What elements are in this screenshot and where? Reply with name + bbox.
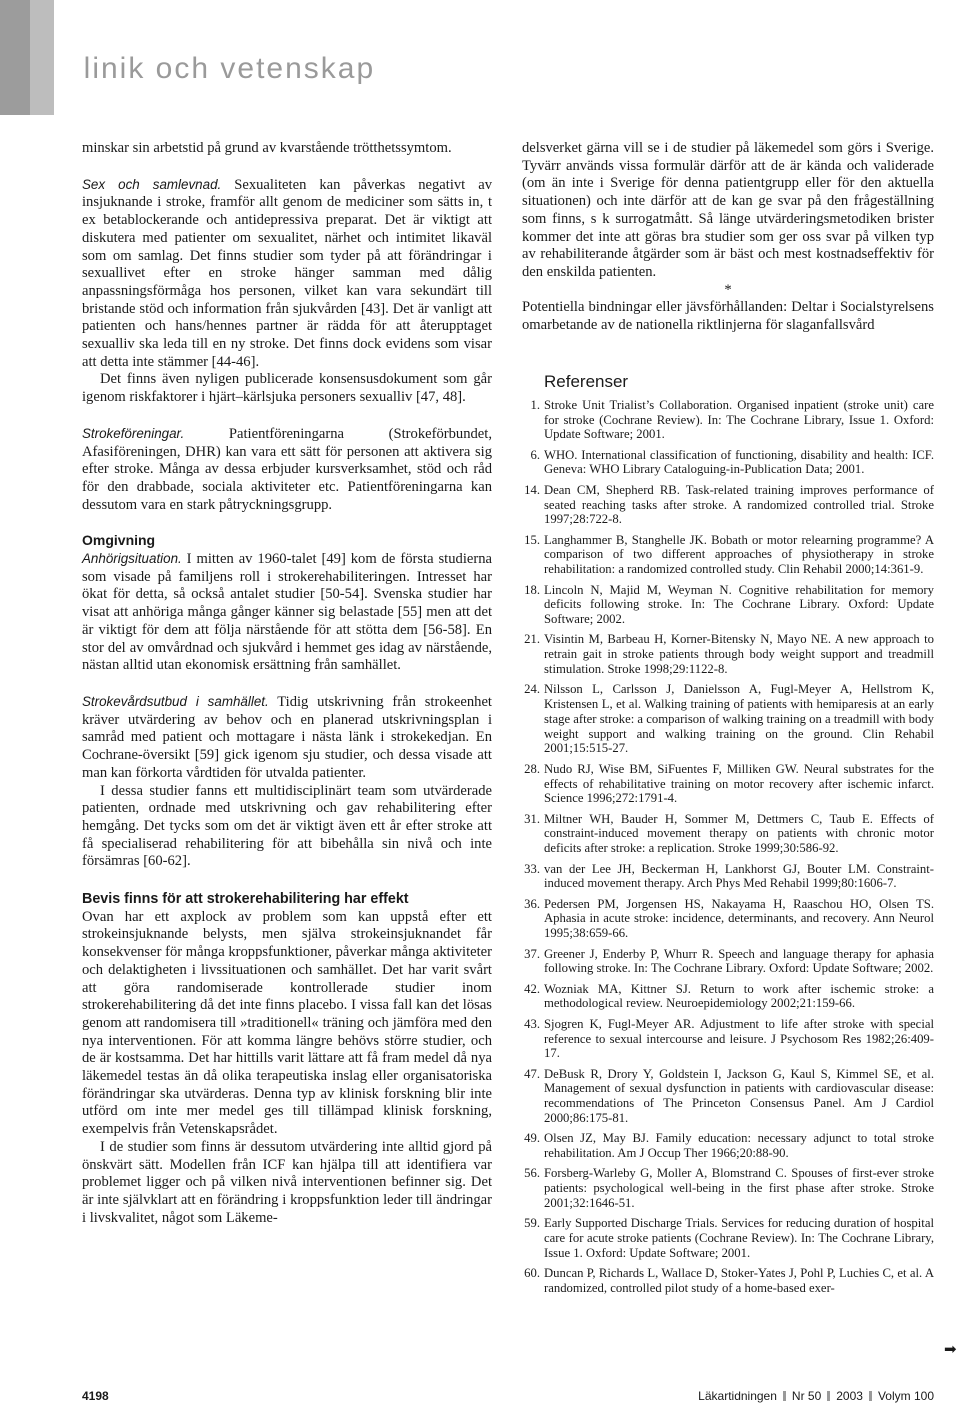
reference-text: Olsen JZ, May BJ. Family education: necessary adjunct to total stroke rehabilitation. Am J Occup Ther 1966;20:88-90. [544,1131,934,1161]
reference-text: Miltner WH, Bauder H, Sommer M, Dettmers C, Taub E. Effects of constraint-induced movement therapy on patients with chronic motor deficits after stroke: a replication. Stroke 1999;30:586-92. [544,811,934,856]
reference-item [522,1266,934,1296]
reference-text: Wozniak MA, Kittner SJ. Return to work after ischemic stroke: a methodological review. Neuroepidemiology 2002;21:159-66. [544,981,934,1011]
reference-number: 43. [524,1016,540,1031]
right-column [522,140,934,1301]
issue-number: Nr 50 [791,1389,822,1403]
reference-item [522,632,934,676]
page-number: 4198 [82,1389,109,1403]
reference-text: Pedersen PM, Jorgensen HS, Nakayama H, Raaschou HO, Olsen TS. Aphasia in acute stroke: incidence, determinants, and recovery. Ann Neurol 1995;38:659-66. [544,896,934,941]
reference-text: DeBusk R, Drory Y, Goldstein I, Jackson G, Kaul S, Kimmel SE, et al. Management of sexual dysfunction in patients with cardiovascular disease: recommendations of The Princeton Consensus Panel. Am J Cardiol 2000;86:175-81. [544,1066,934,1125]
reference-number: 6. [530,447,540,462]
reference-item [522,1216,934,1260]
header-accent-bar [0,0,30,115]
disclosure-statement: Potentiella bindningar eller jävsförhållanden: Deltar i Socialstyrelsens omarbetande av de nationella riktlinjerna för slaganfallsvård [522,299,934,334]
paragraph: Det finns även nyligen publicerade konsensusdokument som går igenom riskfaktorer i hjärt–kärlsjuka personers sexualliv [47, 48]. [82,371,492,406]
run-in-heading: Strokeföreningar. [82,425,185,441]
reference-number: 24. [524,682,540,697]
reference-number: 31. [524,811,540,826]
paragraph: I dessa studier fanns ett multidisciplinärt team som utvärderade patienten, ordnade med utskrivning och gav rehabilitering efter hemgång. Det tycks som om det är viktigt även ett år efter stroke att få specialiserad rehabilitering för att bibehålla sin nivå och inte försämras [60-62]. [82,782,492,870]
reference-item [522,682,934,756]
reference-item [522,583,934,627]
reference-item [522,1017,934,1061]
reference-item [522,448,934,478]
reference-item [522,897,934,941]
paragraph: delsverket gärna vill se i de studier på läkemedel som görs i Sverige. Tyvärr används vissa formulär därför att de är kända och validerade (om än inte i Sverige för denna patientgrupp eller för den aktuella situationen) och inte därför att de kan ge svar på den frågeställning som finns, s k surrogatmått. Så länge utvärderingsmetodiken brister kommer det inte att göras bra studier som ger oss svar på vilken typ av rehabiliterande åtgärder som är bäst och mest kostnadseffektiv för den enskilda patienten. [522,140,934,280]
reference-text: Nudo RJ, Wise BM, SiFuentes F, Milliken GW. Neural substrates for the effects of rehabilitative training on motor recovery after ischemic infarct. Science 1996;272:1791-4. [544,761,934,806]
reference-text: Greener J, Enderby P, Whurr R. Speech and language therapy for aphasia following stroke. In: The Cochrane Library. Oxford: Update Software; 2002. [544,946,934,976]
header-accent-bar-light [30,0,54,115]
reference-number: 47. [524,1066,540,1081]
reference-item [522,947,934,977]
reference-text: Visintin M, Barbeau H, Korner-Bitensky N, Mayo NE. A new approach to retrain gait in stroke patients through body weight support and treadmill stimulation. Stroke 1998;29:1122-8. [544,632,934,676]
paragraph-sexualitet [82,176,492,372]
reference-number: 15. [524,532,540,547]
reference-number: 28. [524,761,540,776]
paragraph: minskar sin arbetstid på grund av kvarstående trötthetssymtom. [82,140,452,156]
reference-number: 33. [524,861,540,876]
reference-text: Nilsson L, Carlsson J, Danielsson A, Fugl-Meyer A, Hellstrom K, Kristensen L, et al. Walking training of patients with hemiparesis at an early stage after stroke: a comparison of walking training on a treadmill with body weight support and walking training on the ground. Clin Rehabil 2001;15:515-27. [544,682,934,756]
reference-number: 21. [524,632,540,647]
reference-list [522,398,934,1296]
left-column [82,140,492,1227]
paragraph-anhorig [82,550,492,675]
footer-separator [869,1391,872,1401]
reference-text: Sjogren K, Fugl-Meyer AR. Adjustment to life after stroke with special reference to sexual intercourse and leisure. J Psychosom Res 1982;26:409-17. [544,1016,934,1061]
run-in-heading: Sex och samlevnad. [82,176,222,192]
reference-number: 59. [524,1216,540,1231]
reference-number: 60. [524,1266,540,1281]
reference-number: 36. [524,896,540,911]
paragraph: I de studier som finns är dessutom utvärdering inte alltid gjord på önskvärt sätt. Modellen från ICF kan hjälpa till att identifiera var problemet ligger och på vilken nivå interventionen befinner sig. Det är inte självklart att en förändring i kroppsfunktion leder till ändringar i livskvalitet, något som Läkeme- [82,1138,492,1226]
footer-journal-info [698,1389,934,1403]
reference-text: Duncan P, Richards L, Wallace D, Stoker-Yates J, Pohl P, Luchies C, et al. A randomized, controlled pilot study of a home-based exer- [544,1266,934,1295]
reference-number: 49. [524,1131,540,1146]
reference-item [522,862,934,892]
reference-item [522,762,934,806]
reference-item [522,982,934,1012]
subheading-bevis: Bevis finns för att strokerehabilitering har effekt [82,891,409,908]
reference-item [522,812,934,856]
reference-text: Forsberg-Warleby G, Moller A, Blomstrand C. Spouses of first-ever stroke patients: psychological well-being in the first phase after stroke. Stroke 2001;32:1646-51. [544,1166,934,1210]
paragraph-text: Patientföreningarna (Strokeförbundet, Afasiföreningen, DHR) kan vara ett sätt för personen att aktivera sig efter stroke. Många av dessa erbjuder kursverksamhet, stöd och råd för den drabbade, sociala aktiviteter etc. Patientföreningarna kan dessutom vara en stark påtryckningsgrupp. [82,425,492,513]
reference-number: 42. [524,981,540,996]
reference-item [522,533,934,577]
reference-number: 14. [524,482,540,497]
year: 2003 [836,1389,863,1403]
reference-item [522,1166,934,1210]
journal-name: Läkartidningen [698,1389,777,1403]
paragraph: Ovan har ett axplock av problem som kan uppstå efter ett strokeinsjuknande belysts, men själva strokeinsjuknandet får konsekvenser för många kroppsfunktioner, påverkar många aktiviteter och delaktigheten i livssituationen och samhället. Det har varit svårt att göra randomiserade kontrollerade studier inom strokerehabilitering då det inte finns placebo. I vissa fall kan det lösas genom att randomisera till »traditionell« träning och jämföra med den nya interventionen. För att komma längre behövs större studier, och de är kostsamma. Det har hittills varit lättare att få fram medel då nya läkemedel testas än då olika terapeutiska inslag eller organisatoriska förändringar ska utvärderas. Denna typ av klinisk forskning blir inte utförd om inte mer medel ges till tillämpad klinisk forskning, exempelvis från Vetenskapsrådet. [82,908,492,1138]
reference-number: 18. [524,582,540,597]
reference-number: 37. [524,946,540,961]
run-in-heading: Anhörigsituation. [82,551,182,567]
reference-text: Langhammer B, Stanghelle JK. Bobath or motor relearning programme? A comparison of two different approaches of physiotherapy in stroke rehabilitation: a randomized controlled study. Clin Rehabil 2000;14:361-9. [544,532,934,577]
paragraph-text: Sexualiteten kan påverkas negativt av insjuknande i stroke, framför allt genom de mediciner som sätts in, t ex betablockerande och antidepressiva preparat. Det är viktigt att diskutera med patienter om sexualitet, närhet och intimitet likaväl som om samlag. Det finns studier som tyder på att förändringar i sexuallivet efter en stroke hänger samman med dålig anpassningsförmåga hos personen, vilket kan vara sekundärt till bristande stöd och information från sjukvården [43]. Det är vanligt att patienten och hans/hennes partner är rädda för att återupptaget sexualliv ska leda till en ny stroke. Det finns dock evidens som visar att detta inte stämmer [44-46]. [82,176,492,370]
reference-text: van der Lee JH, Beckerman H, Lankhorst GJ, Bouter LM. Constraint-induced movement therapy. Arch Phys Med Rehabil 1999;80:1606-7. [544,861,934,891]
reference-text: WHO. International classification of functioning, disability and health: ICF. Geneva: WHO Library Cataloguing-in-Publication Data; 2001. [544,447,934,477]
reference-number: 56. [524,1166,540,1181]
paragraph-strokevard [82,693,492,783]
continue-arrow-icon: ➡ [944,1340,957,1358]
section-separator-star: * [724,281,732,298]
footer-separator [783,1391,786,1401]
reference-text: Lincoln N, Majid M, Weyman N. Cognitive rehabilitation for memory deficits following stroke. In: The Cochrane Library. Oxford: Update Software; 2002. [544,582,934,627]
reference-number: 1. [530,397,540,412]
run-in-heading: Strokevårdsutbud i samhället. [82,693,269,709]
paragraph-text: I mitten av 1960-talet [49] kom de första studierna som visade på familjens roll i strokerehabiliteringen. Intresset har ökat för detta, så också antalet studier [50-54]. Svenska studier har visat att anhöriga många gånger känner sig belastade [55] men att det är viktigt för dem att följa närstående för att stötta dem [56-58]. En stor del av omvårdnad och sjukvård i hemmet ges idag av närstående, nästan alltid utan ekonomisk ersättning från samhället. [82,551,492,674]
reference-text: Dean CM, Shepherd RB. Task-related training improves performance of seated reaching tasks after stroke. A randomized controlled trial. Stroke 1997;28:722-8. [544,482,934,527]
reference-item [522,1067,934,1126]
reference-text: Early Supported Discharge Trials. Services for reducing duration of hospital care for acute stroke patients (Cochrane Review). In: The Cochrane Library, Issue 1. Oxford: Update Software; 2001. [544,1216,934,1260]
footer-separator [827,1391,830,1401]
subheading-omgivning: Omgivning [82,532,156,549]
volume: Volym 100 [877,1389,934,1403]
paragraph-text: Tidig utskrivning från strokeenhet kräver utvärdering av behov och en planerad utskrivningsplan i samråd med patient och mottagare i nästa länk i strokekedjan. En Cochrane-översikt [59] gick igenom sju studier, och dessa visade att man kan förkorta vårdtiden för utvalda patienter. [82,693,492,781]
reference-item [522,483,934,527]
reference-text: Stroke Unit Trialist’s Collaboration. Organised inpatient (stroke unit) care for stroke (Cochrane Review). In: The Cochrane Library, Issue 1. Oxford: Update Software; 2001. [544,397,934,442]
paragraph-strokeforeningar [82,425,492,515]
section-title: Klinik och vetenskap [60,52,376,85]
reference-item [522,398,934,442]
references-heading: Referenser [544,371,629,391]
reference-item [522,1131,934,1161]
